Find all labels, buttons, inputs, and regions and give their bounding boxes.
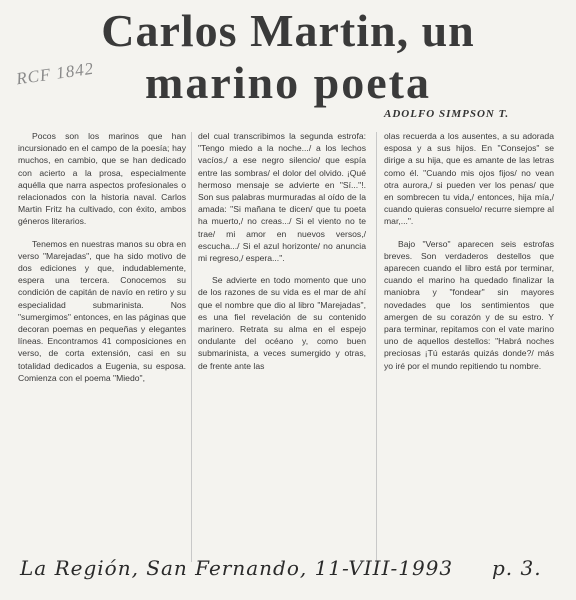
paragraph: olas recuerda a los ausentes, a su adorada esposa y a sus hijos. En "Consejos" se dirige a su hija, que es amante de las letras como él. "Cuando mis ojos fijos/ no vean otra aurora,/ si pueden ver los penas/ que en sombrecen tu vida,/ entonces, hija mía,/ cuando quieras consuelo/ recurre siempre al mar,...". (384, 131, 554, 227)
column-divider (191, 132, 192, 562)
handwritten-source-note (20, 556, 560, 580)
paragraph: Se advierte en todo momento que uno de los razones de su vida es el mar de ahí que el nombre que dio al libro "Marejadas", es una fiel revelación de su contenido marinero. Retrata su alma en el espejo ondulante del océano y, como buen submarinista, a veces sumergido y otras, de frente ante las (198, 275, 366, 371)
headline-line-1: Carlos Martin, un (101, 5, 475, 56)
paragraph: Bajo "Verso" aparecen seis estrofas breves. Son verdaderos destellos que aparecen cuando el libro está por terminar, cuando el marino ha quedado finalizar la maniobra y "fondear" sin mayores novedades que los sentimientos que amergen de su corazón y de su estro. Y para terminar, repitamos con el vate marino uno de aquellos destellos: "Habrá noches preciosas ¡Tú estarás quizás donde?/ más yo iré por el mundo repitiendo tu nombre. (384, 238, 554, 371)
page-number: p. 3. (492, 556, 542, 580)
source-citation: La Región, San Fernando, 11-VIII-1993 (20, 556, 454, 580)
author-byline: ADOLFO SIMPSON T. (384, 108, 510, 120)
headline-line-2: marino poeta (145, 57, 431, 108)
article-column-1 (18, 130, 186, 394)
article-column-2 (198, 130, 366, 382)
article-column-3 (384, 130, 554, 382)
paragraph: del cual transcribimos la segunda estrofa: "Tengo miedo a la noche.../ a los lechos vacíos,/ a ese negro silencio/ que espía entre las sombras/ el dolor del olvido. ¡Qué hermoso mensaje se advierte en "Sí..."!. Son sus palabras murmuradas al oído de la amada: "Si mañana te dicen/ que tu poeta ha muerto,/ no creas.../ Si el viento no te trae/ mi amor en nuevos versos,/ escucha.../ Si el azul horizonte/ no anuncia mi regreso,/ espera...". (198, 131, 366, 264)
paragraph: Pocos son los marinos que han incursionado en el campo de la poesía; hay muchos, en cambio, que se han dedicado con acierto a la prosa, especialmente aquélla que narra aspectos profesionales o relacionados con la historia naval. Carlos Martin Fritz ha cultivado, con éxito, ambos géneros literarios. (18, 131, 186, 227)
column-divider (376, 132, 377, 562)
paragraph: Tenemos en nuestras manos su obra en verso "Marejadas", que ha sido motivo de dos ediciones y que, indudablemente, espera una tercera. Conocemos su condición de capitán de navío en retiro y su especialidad submarinista. Nos "sumergimos" entonces, en las páginas que decoran poemas en pequeñas y elegantes líneas. Encontramos 41 composiciones en verso, de corta extensión, casi en su totalidad dedicados a Eugenia, su esposa. Comienza con el poema "Miedo", (18, 238, 186, 383)
archive-stamp: RCF 1842 (14, 58, 96, 89)
